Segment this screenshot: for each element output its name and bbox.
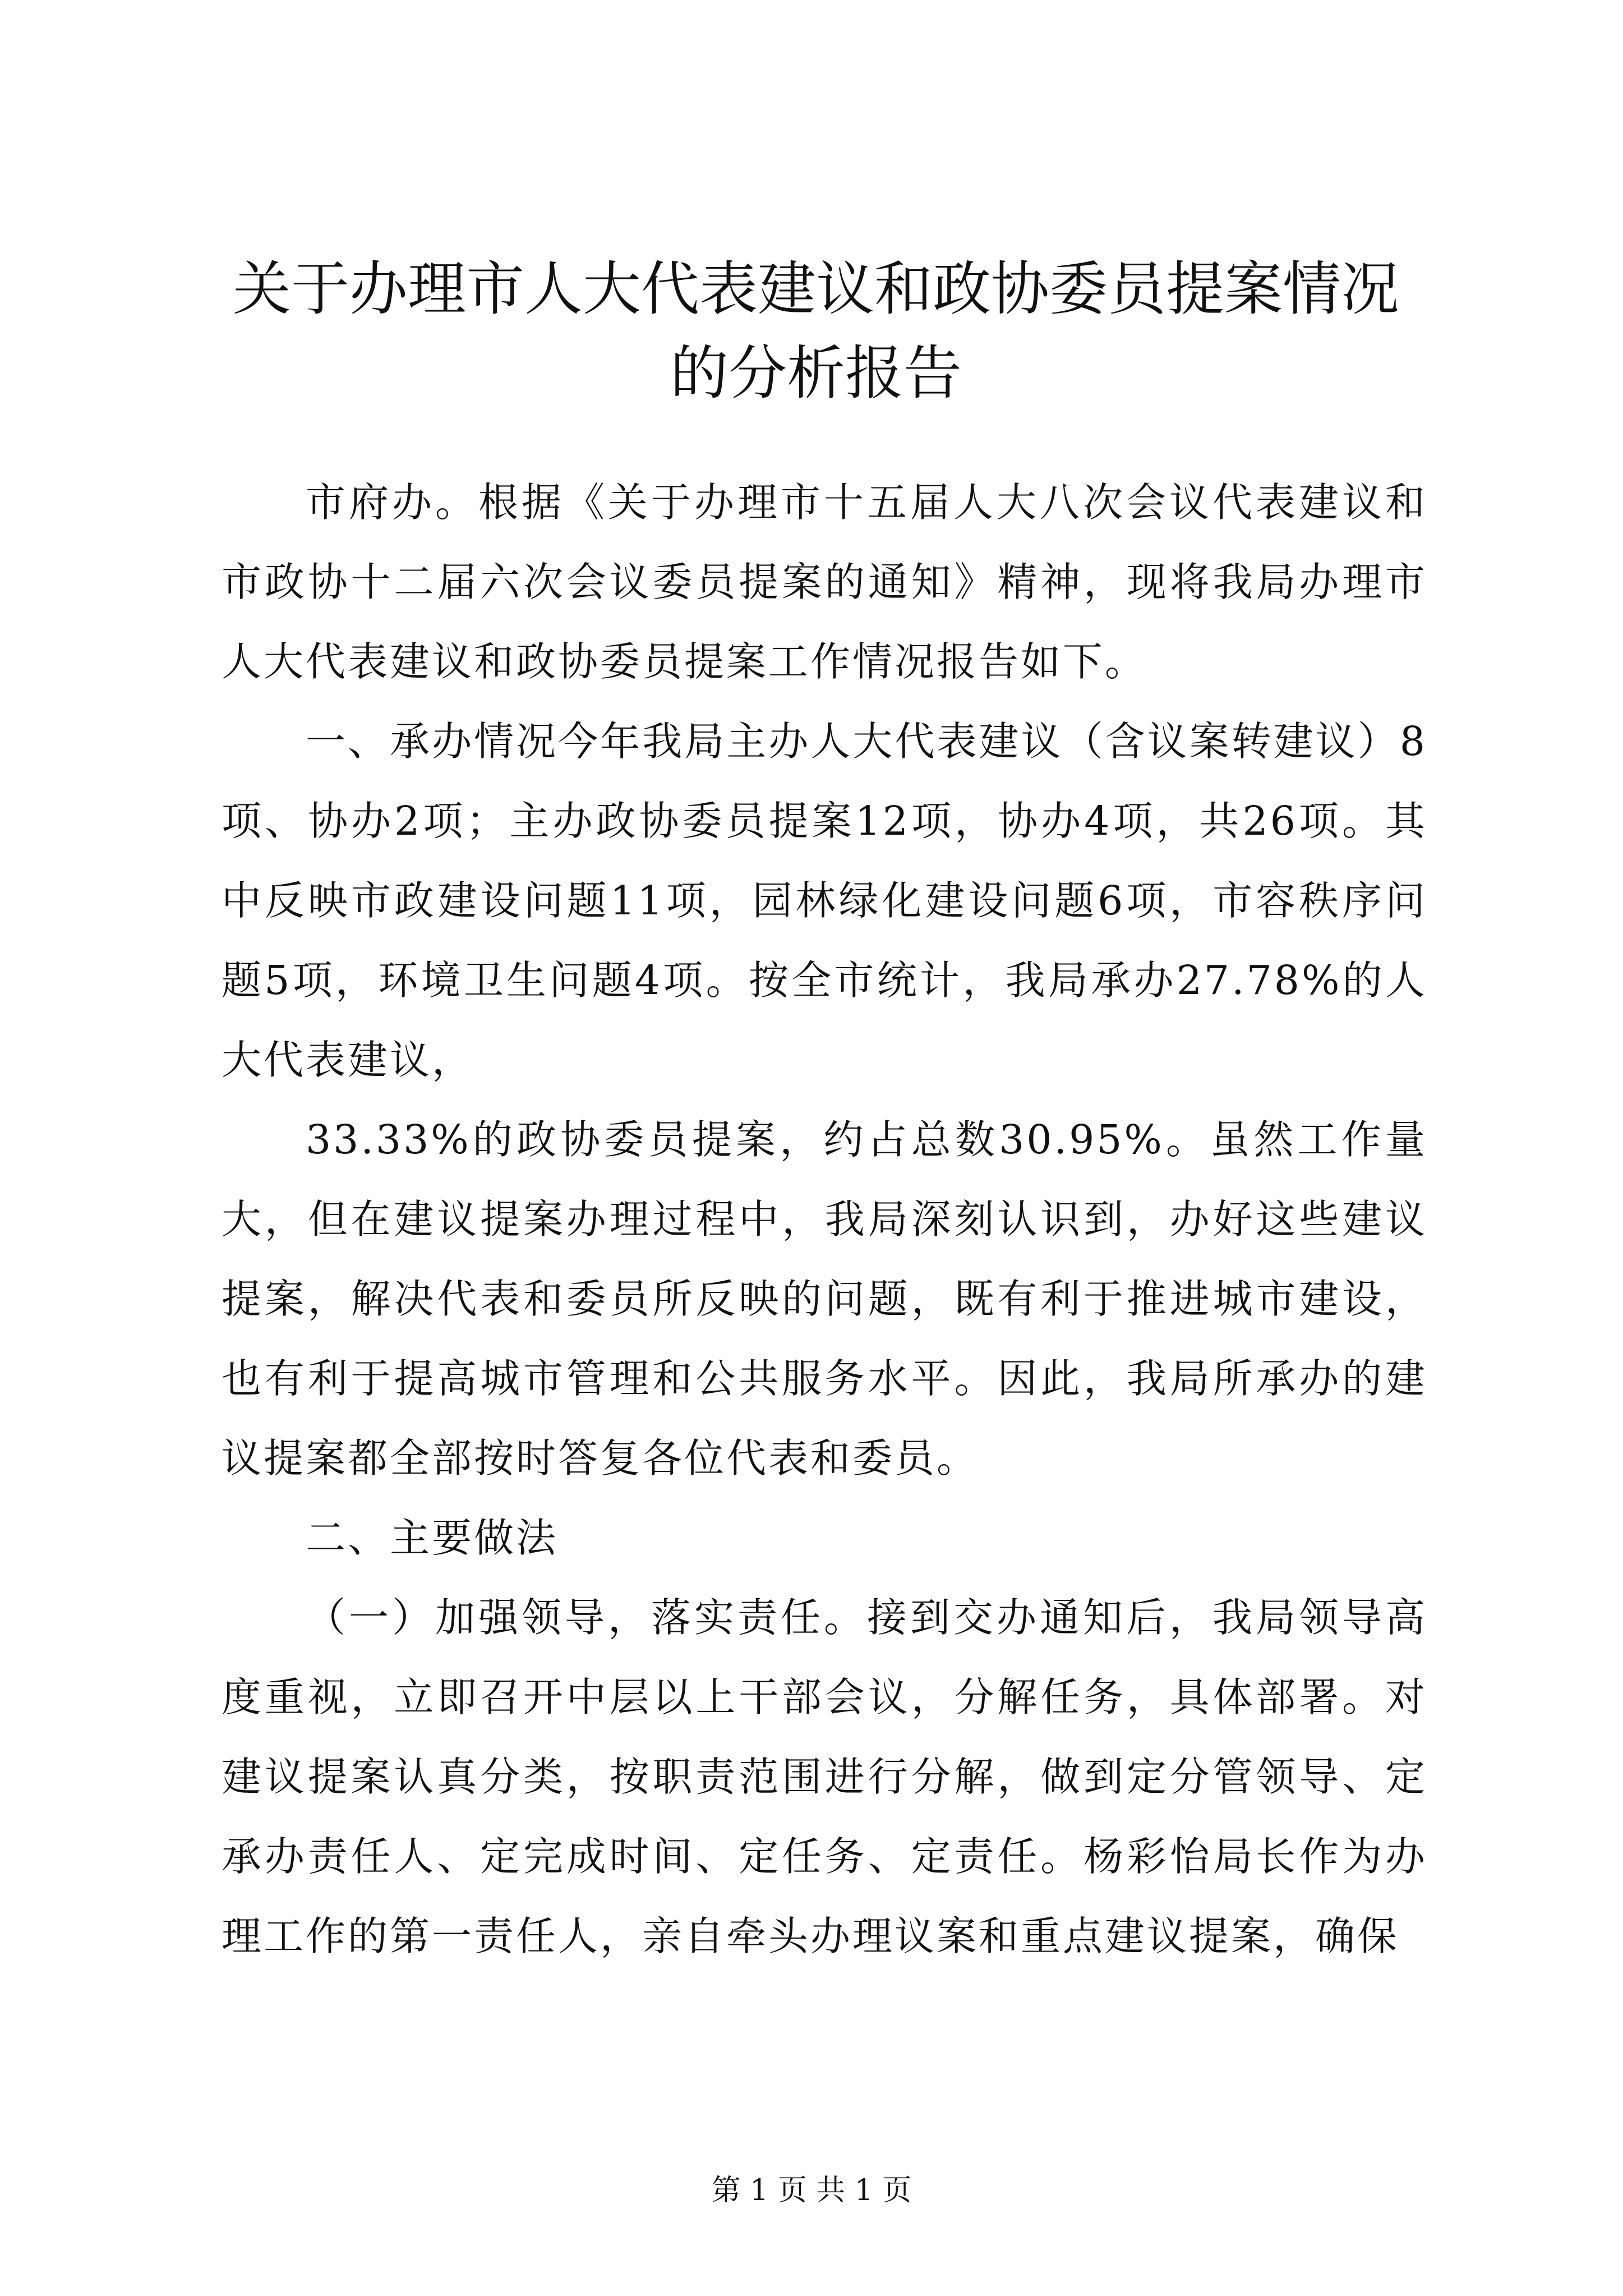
page-footer: 第 1 页 共 1 页 bbox=[711, 2174, 912, 2207]
document-body bbox=[222, 463, 1427, 1976]
paragraph-undertaking: 一、承办情况今年我局主办人大代表建议（含议案转建议）8项、协办2项；主办政协委员提案12项，协办4项，共26项。其中反映市政建设问题11项，园林绿化建设问题6项，市容秩序问题5项，环境卫生问题4项。按全市统计，我局承办27.78%的人大代表建议， bbox=[222, 718, 1427, 1083]
paragraph-statistics: 33.33%的政协委员提案，约占总数30.95%。虽然工作量大，但在建议提案办理过程中，我局深刻认识到，办好这些建议提案，解决代表和委员所反映的问题，既有利于推进城市建设，也有利于提高城市管理和公共服务水平。因此，我局所承办的建议提案都全部按时答复各位代表和委员。 bbox=[222, 1116, 1427, 1481]
paragraph-intro: 市府办。根据《关于办理市十五届人大八次会议代表建议和市政协十二届六次会议委员提案的通知》精神，现将我局办理市人大代表建议和政协委员提案工作情况报告如下。 bbox=[222, 479, 1427, 685]
section-heading-main-practices: 二、主要做法 bbox=[306, 1515, 559, 1561]
paragraph-leadership: （一）加强领导，落实责任。接到交办通知后，我局领导高度重视，立即召开中层以上干部会议，分解任务，具体部署。对建议提案认真分类，按职责范围进行分解，做到定分管领导、定承办责任人、定完成时间、定任务、定责任。杨彩怡局长作为办理工作的第一责任人，亲自牵头办理议案和重点建议提案，确保 bbox=[222, 1594, 1427, 1959]
document-title: 关于办理市人大代表建议和政协委员提案情况的分析报告 bbox=[232, 255, 1399, 407]
